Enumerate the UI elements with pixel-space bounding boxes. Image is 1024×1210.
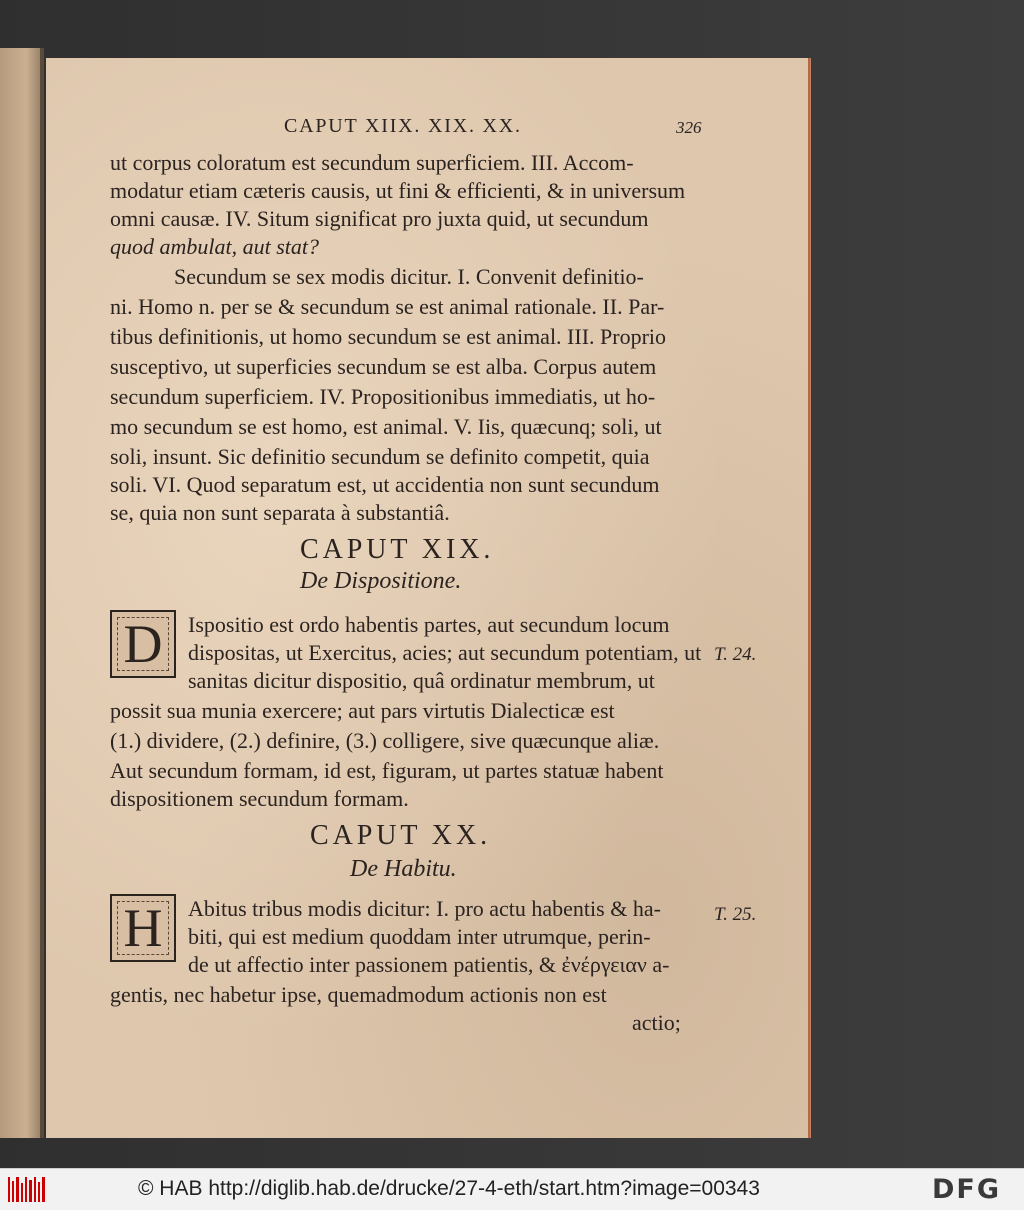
barcode-logo-icon [8, 1177, 48, 1202]
text-line: susceptivo, ut superficies secundum se est alba. Corpus autem [110, 354, 657, 379]
text-line: mo secundum se est homo, est animal. V. Iis, quæcunq; soli, ut [110, 414, 662, 439]
text-line: actio; [632, 1010, 681, 1035]
text-line: dispositas, ut Exercitus, acies; aut secundum potentiam, ut [188, 640, 702, 665]
text-line: de ut affectio inter passionem patientis, & ἐνέργειαν a- [188, 952, 670, 977]
text-line: soli, insunt. Sic definitio secundum se definito competit, quia [110, 444, 650, 469]
chapter-subtitle: De Dispositione. [300, 568, 462, 594]
text-line: tibus definitionis, ut homo secundum se est animal. III. Proprio [110, 324, 667, 349]
text-line: gentis, nec habetur ipse, quemadmodum actionis non est [110, 982, 607, 1007]
page-number: 326 [676, 118, 702, 137]
margin-note: T. 25. [714, 904, 757, 925]
text-line: ni. Homo n. per se & secundum se est animal rationale. II. Par- [110, 294, 665, 319]
footer-bar [0, 1168, 1024, 1210]
chapter-heading: CAPUT XIX. [300, 534, 495, 565]
text-line: se, quia non sunt separata à substantiâ. [110, 500, 450, 525]
text-line: biti, qui est medium quoddam inter utrumque, perin- [188, 924, 651, 949]
text-line: quod ambulat, aut stat? [110, 234, 320, 259]
decorated-initial: D [110, 610, 176, 678]
text-line: possit sua munia exercere; aut pars virtutis Dialecticæ est [110, 698, 615, 723]
decorated-initial: H [110, 894, 176, 962]
text-line: omni causæ. IV. Situm significat pro juxta quid, ut secundum [110, 206, 649, 231]
text-line: Secundum se sex modis dicitur. I. Convenit definitio- [174, 264, 644, 289]
margin-note: T. 24. [714, 644, 757, 665]
copyright-link[interactable]: © HAB http://diglib.hab.de/drucke/27-4-eth/start.htm?image=00343 [138, 1177, 760, 1200]
text-line: ut corpus coloratum est secundum superficiem. III. Accom- [110, 150, 634, 175]
text-line: dispositionem secundum formam. [110, 786, 409, 811]
text-line: modatur etiam cæteris causis, ut fini & efficienti, & in universum [110, 178, 686, 203]
text-line: (1.) dividere, (2.) definire, (3.) colligere, sive quæcunque aliæ. [110, 728, 660, 753]
previous-page-edge [0, 48, 44, 1138]
text-line: sanitas dicitur dispositio, quâ ordinatur membrum, ut [188, 668, 655, 693]
text-line: soli. VI. Quod separatum est, ut accidentia non sunt secundum [110, 472, 660, 497]
chapter-heading: CAPUT XX. [310, 820, 492, 851]
chapter-subtitle: De Habitu. [350, 856, 457, 882]
running-head: CAPUT XIIX. XIX. XX. [284, 115, 522, 137]
book-page [46, 58, 808, 1138]
text-line: Aut secundum formam, id est, figuram, ut partes statuæ habent [110, 758, 664, 783]
text-line: Abitus tribus modis dicitur: I. pro actu habentis & ha- [188, 896, 661, 921]
dfg-logo: DFG [932, 1174, 1002, 1205]
text-line: Ispositio est ordo habentis partes, aut secundum locum [188, 612, 670, 637]
text-line: secundum superficiem. IV. Propositionibus immediatis, ut ho- [110, 384, 656, 409]
